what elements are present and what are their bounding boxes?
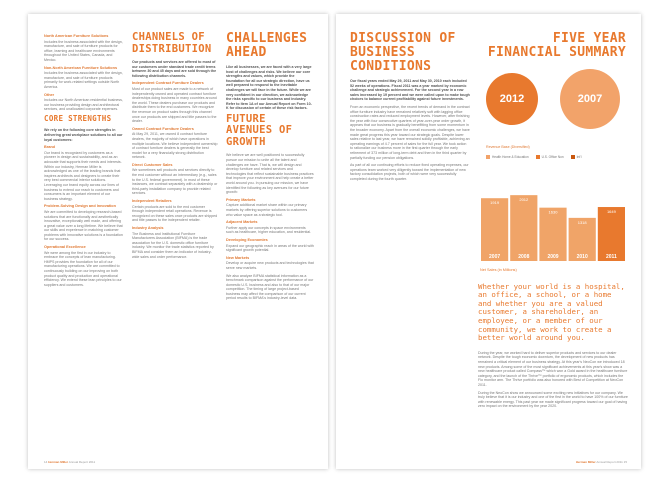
right-col-1 bbox=[350, 32, 470, 447]
channel-text: At May 29, 2011, we owned 8 contract furniture dealers, the majority of which have operations in multiple locations. We believe independent ownership of contract furniture dealers is generally the best model for a very financially strong distribution network. bbox=[132, 132, 218, 160]
challenges-heading: CHALLENGES AHEAD bbox=[226, 32, 308, 60]
channel-text: Most of our product sales are made to a network of independently owned and operated contract furniture dealerships doing business in many countries around the world. These dealers purchase our products and distribute them to the end customers. We recognize the revenue on product sales through this channel once our products are shipped and title passes to the dealer. bbox=[132, 86, 217, 124]
legend-swatch bbox=[571, 155, 575, 159]
channels-lead: Our products and services are offered to most of our customers under standard trade credit terms between 30 and 45 days and are sold through the following distribution channels. bbox=[132, 60, 217, 78]
pull-quote: Whether your world is a hospital, an office, a school, or a home and whether you are a valued customer, a shareholder, an employee, or a member of our community, we work to create a better world around you. bbox=[478, 281, 625, 343]
right-footer-text: Annual Report 2011 bbox=[596, 460, 623, 464]
strength-text: We were among the first in our industry to embrace the concepts of lean manufacturing. HMPS provides the foundation for all of our manufacturing operations. We are committed to continuously building on our improving on both product quality and production and operational efficiency. We extend these lean principles to our suppliers and customers. bbox=[44, 250, 122, 287]
growth-title: Adjacent Markets bbox=[226, 220, 258, 225]
growth-text: Capture additional market share within our primary markets by offering superior solutions to customers who value space as a strategic tool. bbox=[226, 203, 308, 217]
strength-title: Problem-Solving Design and Innovation bbox=[44, 204, 116, 209]
right-footer-label: Herman Miller bbox=[575, 460, 596, 464]
summary-text-2: During the NeoCon show we announced some exciting new initiatives for our company. We truly believe that it is our industry and one of the first in the world to have 100% of our furniture with renewable energy. This past year we made significant progress toward our goal of having zero impact on the environment by the year 2020. bbox=[478, 390, 628, 409]
channel-title: Direct Customer Sales bbox=[132, 162, 173, 167]
growth-text: Further apply our concepts in space environments such as healthcare, higher education, and residential. bbox=[226, 225, 312, 235]
segment-title: Non-North American Furniture Solutions bbox=[44, 65, 118, 70]
segment-title: Other bbox=[44, 92, 55, 97]
legend-label: Health Home & Education bbox=[492, 155, 529, 159]
bar-value-label: 1919 bbox=[490, 200, 500, 206]
right-page-number: 15 bbox=[623, 460, 627, 464]
segment-text: Includes our North American residential business, our business providing design and architectural services, and unallocated corporate expenses. bbox=[44, 98, 123, 112]
pie-year-label: 2012 bbox=[499, 92, 525, 105]
left-col-3 bbox=[226, 32, 314, 304]
channels-heading: CHANNELS OF DISTRIBUTION bbox=[132, 32, 212, 55]
pie-chart-2007 bbox=[560, 69, 620, 129]
summary-text: During the year, we worked hard to deliver superior products and services to our dealer network. Despite the tough economic downturn, the development of new products has remained a critical element of our business strategy. At this year's NeoCon we introduced 18 new products. Among some of the most significant achievements at this year's show was a new healthcare product called Compass™ which won a Gold award in the healthcare furniture category, and the launch of the Thrive™ portfolio of ergonomic products, which includes the Flo monitor arm. The Thrive portfolio was also honored with Best of Competition at NeoCon 2011. bbox=[478, 350, 628, 387]
channel-text: The Business and Institutional Furniture Manufacturers Association (BIFMA) is the trade association for the U.S. domestic office furniture industry. We monitor the trade statistics reported by BIFMA and consider them an indicator of industry-wide sales and order performance. bbox=[132, 231, 214, 259]
growth-title: Developing Economies bbox=[226, 237, 268, 242]
bar-year-tick: 2009 bbox=[547, 254, 559, 260]
bar-value-label: 1318 bbox=[577, 219, 587, 225]
growth-text: Develop or acquire new products and technologies that serve new markets. bbox=[226, 261, 314, 270]
future-growth-text: We believe we are well positioned to successfully pursue our mission to unite all the talent and challenges we have. That is, we will design and develop furniture and related services and technologies that reflect sustainable business practices that improve your environment and help create a better world around you. In pursuing our mission, we have identified the following as key avenues for our future growth: bbox=[226, 153, 314, 195]
discussion-lead: Our fiscal years ended May 29, 2011 and May 30, 2010 each included 52 weeks of operations. Fiscal 2011 was a year marked by economic challenge and strategic achievement. For the second year in a row sales increased by 19 percent and we were called upon to make tough choices to balance current profitability against future investments. bbox=[350, 79, 470, 102]
net-sales-bar-chart bbox=[478, 185, 628, 275]
channel-title: Independent Contract Furniture Dealers bbox=[132, 81, 204, 86]
left-footer-label: Herman Miller bbox=[48, 460, 69, 464]
legend-swatch bbox=[536, 155, 540, 159]
segment-title: North American Furniture Solutions bbox=[44, 34, 109, 38]
growth-title: New Markets bbox=[226, 255, 250, 260]
channel-text: We sometimes sell products and services directly to the end customer without an intermediary (e.g., sales to the U.S. federal government). In most of these instances, we contract separately with a dealership or third-party installation company to provide related services. bbox=[132, 168, 218, 196]
bar-chart-title: Net Sales (in Millions) bbox=[480, 268, 517, 272]
left-col-1 bbox=[44, 32, 124, 290]
discussion-text: From an economic perspective, the recent trends of demand in the contract office furniture industry have remained relatively soft with lagging office construction rates and reduced employment levels. However, after finishing the year with four consecutive quarters of year-over-year order growth, it appears that our business is gradually benefitting from some momentum in the broader economy. Apart from the overall economic challenges, we have made great progress this year toward our strategic goals. Despite lower sales relative to last year, we have remained solidly profitable, achieving an operating earnings of 4.7 percent of sales for the full year. We took action to rationalize our business more in the first quarter through the early retirement of 373 million of long-term debt and then in the third quarter by partially funding our pension obligations. bbox=[350, 104, 470, 160]
strength-text: We are committed to developing research-based solutions that are functionally and aesthetically innovative, exceptionally well made, and offering a great value over a long lifetime. We believe that our skills and experience in matching customer problems with innovative solutions is a foundation for our success. bbox=[44, 209, 123, 242]
bar-value-label: 1649 bbox=[606, 209, 616, 215]
financial-summary-heading: FIVE YEAR FINANCIAL SUMMARY bbox=[487, 32, 626, 60]
bar-year-tick: 2008 bbox=[518, 254, 530, 260]
right-footer bbox=[576, 460, 627, 464]
bar-2008 bbox=[510, 195, 537, 261]
bar-year-tick: 2011 bbox=[605, 254, 617, 260]
pie-year-label: 2007 bbox=[577, 92, 603, 105]
left-footer bbox=[44, 460, 95, 464]
legend-label: U.S. Office Non bbox=[541, 155, 564, 159]
core-strengths-lead: We rely on the following core strengths in delivering great workplace solutions to all our loyal customers: bbox=[44, 128, 123, 142]
channel-text: Certain products are sold to the end customer through independent retail operations. Revenue is recognized on these sales once products are shipped and title passes to the independent retailer. bbox=[132, 204, 218, 223]
channel-title: Independent Retailers bbox=[132, 199, 172, 204]
left-footer-text: Annual Report 2011 bbox=[68, 460, 96, 464]
segment-text: Includes the business associated with the design, manufacture, and sale of furniture products for office, learning and healthcare environments throughout the United States, Canada, and Mexico. bbox=[44, 39, 123, 62]
pie-charts-area bbox=[478, 65, 628, 185]
bar-2007 bbox=[481, 198, 508, 261]
strength-text: Our brand is recognized by customers as a pioneer in design and sustainability, and as an advocate that supports their needs and interests. Within our industry, Herman Miller is acknowledged as one of the leading brands that inspires architects and designers to create their very best commercial interior solutions. Leveraging our brand equity across our lines of business to extend our reach to customers and consumers is an important element of our business strategy. bbox=[44, 150, 122, 201]
core-strengths-heading: CORE STRENGTHS bbox=[44, 113, 112, 123]
strength-title: Operational Excellence bbox=[44, 245, 86, 250]
discussion-text-b: As part of all our continuing efforts to reduce fixed operating expenses, our operations team worked very diligently toward the implementation of new factory consolidation projects, both of which were very successfully completed during the fourth quarter. bbox=[350, 163, 469, 181]
bifma-text: We also analyze BIFMA statistical information as a benchmark comparison against the performance of our domestic U.S. business and also to that of our major competition. The timing of large project-based business may affect the comparison of our current period results to BIFMA's industry-level data. bbox=[226, 273, 314, 301]
left-col-2 bbox=[132, 32, 218, 262]
growth-title: Primary Markets bbox=[226, 197, 256, 202]
channel-title: Industry Analysis bbox=[132, 226, 164, 230]
left-page bbox=[28, 14, 328, 469]
pie-chart-title: Revenue Base (Diversified) bbox=[486, 145, 530, 149]
right-page bbox=[336, 14, 641, 469]
bar-year-tick: 2007 bbox=[489, 254, 501, 260]
future-growth-heading: FUTURE AVENUES OF GROWTH bbox=[226, 112, 293, 148]
left-page-number: 14 bbox=[44, 460, 48, 464]
right-col-2 bbox=[478, 32, 628, 412]
growth-text: Expand our geographic reach in areas of the world with significant growth potential. bbox=[226, 243, 314, 253]
pie-chart-2012 bbox=[486, 73, 538, 125]
segment-list bbox=[44, 34, 124, 112]
discussion-heading: DISCUSSION OF BUSINESS CONDITIONS bbox=[350, 32, 456, 74]
bar-value-label: 1630 bbox=[548, 209, 558, 215]
bar-year-tick: 2010 bbox=[576, 254, 588, 260]
channel-title: Owned Contract Furniture Dealers bbox=[132, 126, 194, 131]
bar-value-label: 2012 bbox=[519, 197, 529, 203]
legend-label: Int'l bbox=[576, 155, 582, 159]
pie-legend bbox=[486, 155, 581, 160]
bar-2011 bbox=[598, 207, 625, 261]
legend-swatch bbox=[486, 155, 490, 159]
strength-title: Brand bbox=[44, 145, 55, 150]
bar-2009 bbox=[539, 208, 566, 261]
segment-text: Includes the business associated with the design, manufacture, and sale of furniture products primarily for work-related settings outside North America. bbox=[44, 71, 123, 89]
challenges-lead: Like all businesses, we are faced with a very large host of challenges and risks. We believe our core strengths and values, which provide the foundation for all our strategic direction, have us well prepared to respond to the inevitable challenges we will face in the future. While we are very confident in our direction, we acknowledge the risks specific to our business and industry. Refer to Item 1A of our Annual Report on Form 10-K for discussion of certain of these risk factors. bbox=[226, 65, 312, 111]
